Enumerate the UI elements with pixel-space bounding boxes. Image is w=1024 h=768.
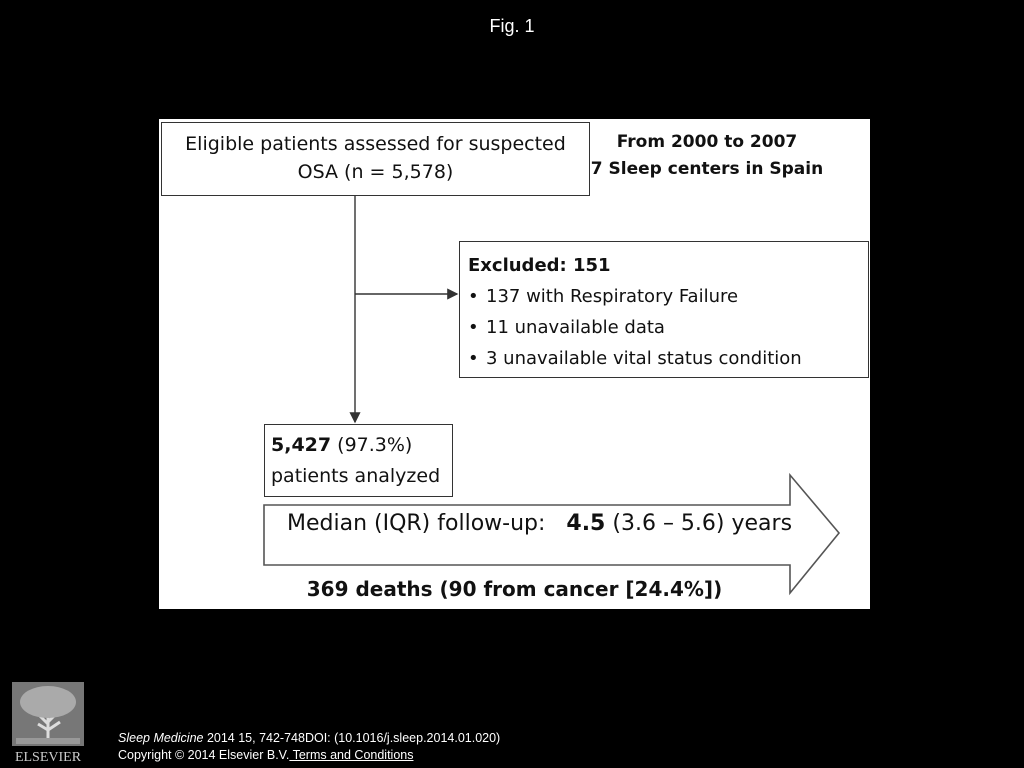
analyzed-box [264, 424, 453, 497]
flowchart [159, 119, 870, 609]
followup-median: 4.5 [566, 511, 606, 536]
citation-footer [118, 730, 500, 764]
bullet-icon: • [468, 286, 479, 307]
period-note [587, 129, 827, 183]
analyzed-label: patients analyzed [271, 465, 441, 487]
excluded-header: Excluded: 151 [468, 255, 611, 276]
eligible-box [161, 122, 590, 196]
bullet-icon: • [468, 348, 479, 369]
elsevier-logo [8, 680, 88, 766]
period-line: From 2000 to 2007 [616, 132, 798, 152]
excluded-item [468, 312, 868, 343]
excluded-item [468, 281, 868, 312]
deaths-summary: 369 deaths (90 from cancer [24.4%]) [306, 577, 723, 601]
excluded-box [459, 241, 869, 378]
eligible-line1: Eligible patients assessed for suspected [185, 133, 566, 155]
bullet-icon: • [468, 317, 479, 338]
svg-text:ELSEVIER: ELSEVIER [14, 750, 82, 765]
followup-range: (3.6 – 5.6) years [612, 511, 793, 536]
excluded-item-text: 11 unavailable data [486, 317, 665, 338]
analyzed-percent: (97.3%) [337, 434, 413, 456]
excluded-item [468, 343, 868, 374]
analyzed-count: 5,427 [271, 434, 332, 456]
citation-text: 2014 15, 742-748DOI: (10.1016/j.sleep.2014.01.020) [203, 731, 501, 745]
followup-label: Median (IQR) follow-up: [287, 511, 546, 536]
citation-line [118, 730, 500, 747]
excluded-item-text: 3 unavailable vital status condition [486, 348, 802, 369]
copyright-text: Copyright © 2014 Elsevier B.V. [118, 748, 290, 762]
followup-text [287, 511, 792, 536]
eligible-line2: OSA (n = 5,578) [297, 161, 454, 183]
copyright-line [118, 747, 500, 764]
figure-title: Fig. 1 [489, 16, 535, 36]
centers-line: 7 Sleep centers in Spain [590, 159, 824, 179]
journal-name: Sleep Medicine [118, 731, 204, 745]
excluded-item-text: 137 with Respiratory Failure [486, 286, 739, 307]
terms-link[interactable]: Terms and Conditions [289, 748, 414, 762]
